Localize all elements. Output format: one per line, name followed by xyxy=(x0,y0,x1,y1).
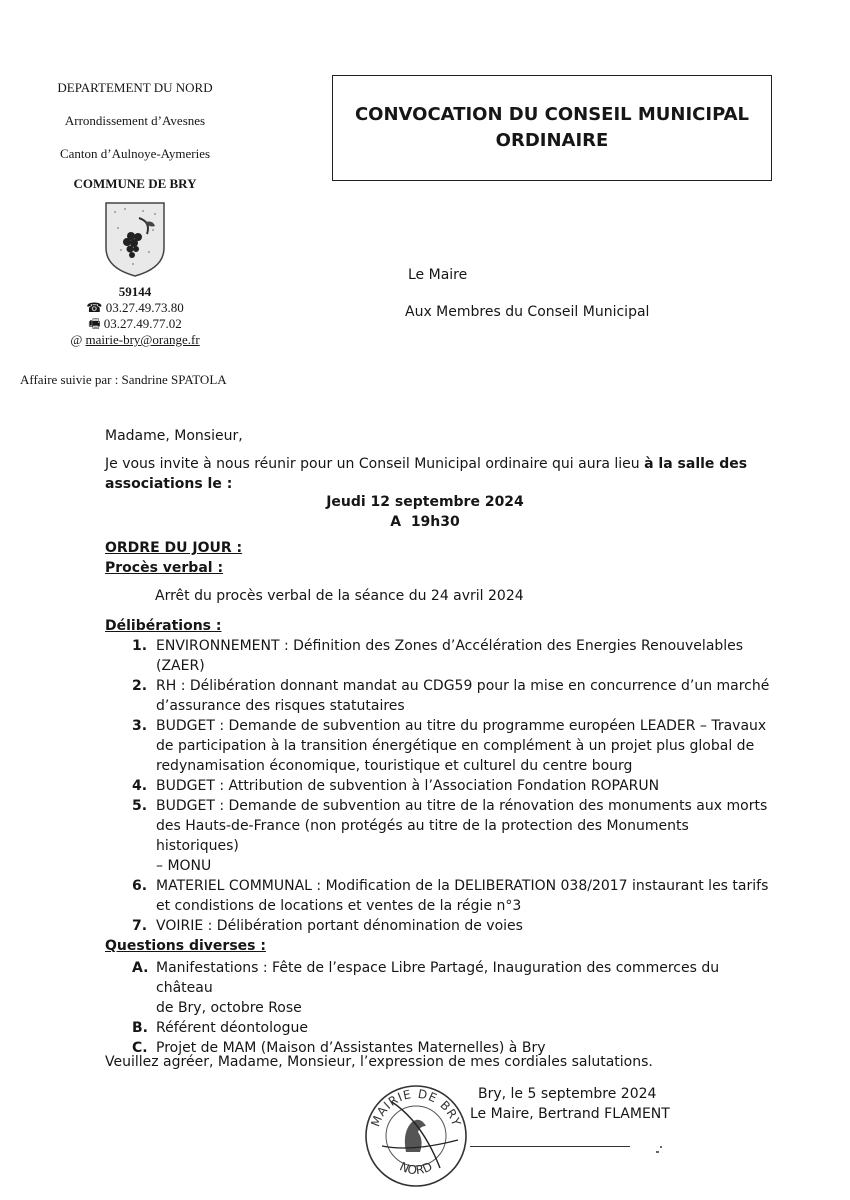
agenda-heading: ORDRE DU JOUR : xyxy=(105,540,243,556)
stamp-top-text: MAIRIE DE BRY xyxy=(368,1086,464,1129)
email-prefix: @ xyxy=(70,332,83,347)
list-item xyxy=(132,796,772,876)
list-item xyxy=(132,636,772,676)
phone-icon: ☎ xyxy=(86,300,103,315)
signature-name: Le Maire, Bertrand FLAMENT xyxy=(470,1106,670,1122)
list-item xyxy=(132,776,772,796)
item-line: (ZAER) xyxy=(156,658,205,674)
invite-text: Je vous invite à nous réunir pour un Conseil Municipal ordinaire qui aura lieu xyxy=(105,456,645,472)
email-line xyxy=(0,332,270,348)
title-line-1: CONVOCATION DU CONSEIL MUNICIPAL xyxy=(354,104,750,125)
item-line: – MONU xyxy=(156,858,212,874)
fax-icon: 🖷 xyxy=(88,316,101,331)
closing-text: Veuillez agréer, Madame, Monsieur, l’expression de mes cordiales salutations. xyxy=(105,1054,653,1070)
invite-line-1 xyxy=(105,454,747,474)
list-item xyxy=(132,716,772,776)
commune-name: COMMUNE DE BRY xyxy=(73,176,197,191)
item-line: Référent déontologue xyxy=(156,1020,308,1036)
scan-speck xyxy=(656,1151,659,1153)
salutation: Madame, Monsieur, xyxy=(105,428,243,444)
item-number: 2. xyxy=(132,678,148,694)
questions-list xyxy=(132,958,772,1058)
item-number: 5. xyxy=(132,798,148,814)
coat-of-arms-icon xyxy=(103,200,167,278)
signature-place-date: Bry, le 5 septembre 2024 xyxy=(478,1086,657,1102)
arrondissement-label: Arrondissement d’Avesnes xyxy=(64,113,206,128)
pv-heading: Procès verbal : xyxy=(105,560,224,576)
item-line: Manifestations : Fête de l’espace Libre Partagé, Inauguration des commerces du château xyxy=(156,960,720,996)
signature-line xyxy=(470,1146,630,1147)
item-line: des Hauts-de-France (non protégés au titre de la protection des Monuments historiques) xyxy=(156,818,689,854)
item-number: 1. xyxy=(132,638,148,654)
list-item xyxy=(132,916,772,936)
list-item xyxy=(132,676,772,716)
email-address: mairie-bry@orange.fr xyxy=(85,332,200,347)
fax-number: 03.27.49.77.02 xyxy=(103,316,182,331)
questions-heading: Questions diverses : xyxy=(105,938,266,954)
item-number: 7. xyxy=(132,918,148,934)
item-line: RH : Délibération donnant mandat au CDG59 pour la mise en concurrence d’un marché xyxy=(156,678,770,694)
postal-code: 59144 xyxy=(118,284,152,299)
deliberations-heading: Délibérations : xyxy=(105,618,222,634)
item-line: de participation à la transition énergétique en complément à un projet plus global de xyxy=(156,738,755,754)
svg-text:NORD xyxy=(398,1159,435,1177)
phone-number: 03.27.49.73.80 xyxy=(105,300,184,315)
stamp-bottom-text: NORD xyxy=(397,1159,435,1178)
item-line: BUDGET : Demande de subvention au titre du programme européen LEADER – Travaux xyxy=(156,718,767,734)
item-number: A. xyxy=(132,960,149,976)
recipient: Aux Membres du Conseil Municipal xyxy=(405,304,650,320)
item-number: 3. xyxy=(132,718,148,734)
item-line: et condistions de locations et ventes de la régie n°3 xyxy=(156,898,522,914)
deliberations-list xyxy=(132,636,772,936)
invite-venue: à la salle des xyxy=(644,456,748,472)
item-line: ENVIRONNEMENT : Définition des Zones d’Accélération des Energies Renouvelables xyxy=(156,638,744,654)
item-number: B. xyxy=(132,1020,148,1036)
item-line: VOIRIE : Délibération portant dénomination de voies xyxy=(156,918,523,934)
pv-text: Arrêt du procès verbal de la séance du 24 avril 2024 xyxy=(155,588,524,604)
item-line: d’assurance des risques statutaires xyxy=(156,698,405,714)
title-line-2: ORDINAIRE xyxy=(495,130,609,151)
affaire-label: Affaire suivie par : Sandrine SPATOLA xyxy=(20,372,227,387)
meeting-time: A 19h30 xyxy=(390,514,460,530)
item-line: MATERIEL COMMUNAL : Modification de la DELIBERATION 038/2017 instaurant les tarifs xyxy=(156,878,769,894)
item-number: C. xyxy=(132,1040,148,1056)
item-line: BUDGET : Attribution de subvention à l’Association Fondation ROPARUN xyxy=(156,778,660,794)
list-item xyxy=(132,1018,772,1038)
list-item xyxy=(132,958,772,1018)
letterhead xyxy=(0,80,270,348)
department-label: DEPARTEMENT DU NORD xyxy=(57,80,213,95)
phone-line xyxy=(0,300,270,316)
item-number: 6. xyxy=(132,878,148,894)
item-line: BUDGET : Demande de subvention au titre de la rénovation des monuments aux morts xyxy=(156,798,768,814)
item-number: 4. xyxy=(132,778,148,794)
invite-line-2: associations le : xyxy=(105,476,233,492)
sender: Le Maire xyxy=(408,267,468,283)
scan-speck xyxy=(660,1146,662,1148)
item-line: redynamisation économique, touristique et culturel du centre bourg xyxy=(156,758,633,774)
fax-line xyxy=(0,316,270,332)
meeting-date: Jeudi 12 septembre 2024 xyxy=(326,494,524,510)
canton-label: Canton d’Aulnoye-Aymeries xyxy=(59,146,211,161)
list-item xyxy=(132,876,772,916)
title-box xyxy=(332,75,772,181)
item-line: de Bry, octobre Rose xyxy=(156,1000,302,1016)
item-line: Projet de MAM (Maison d’Assistantes Maternelles) à Bry xyxy=(156,1040,546,1056)
mairie-stamp-icon xyxy=(362,1082,470,1190)
